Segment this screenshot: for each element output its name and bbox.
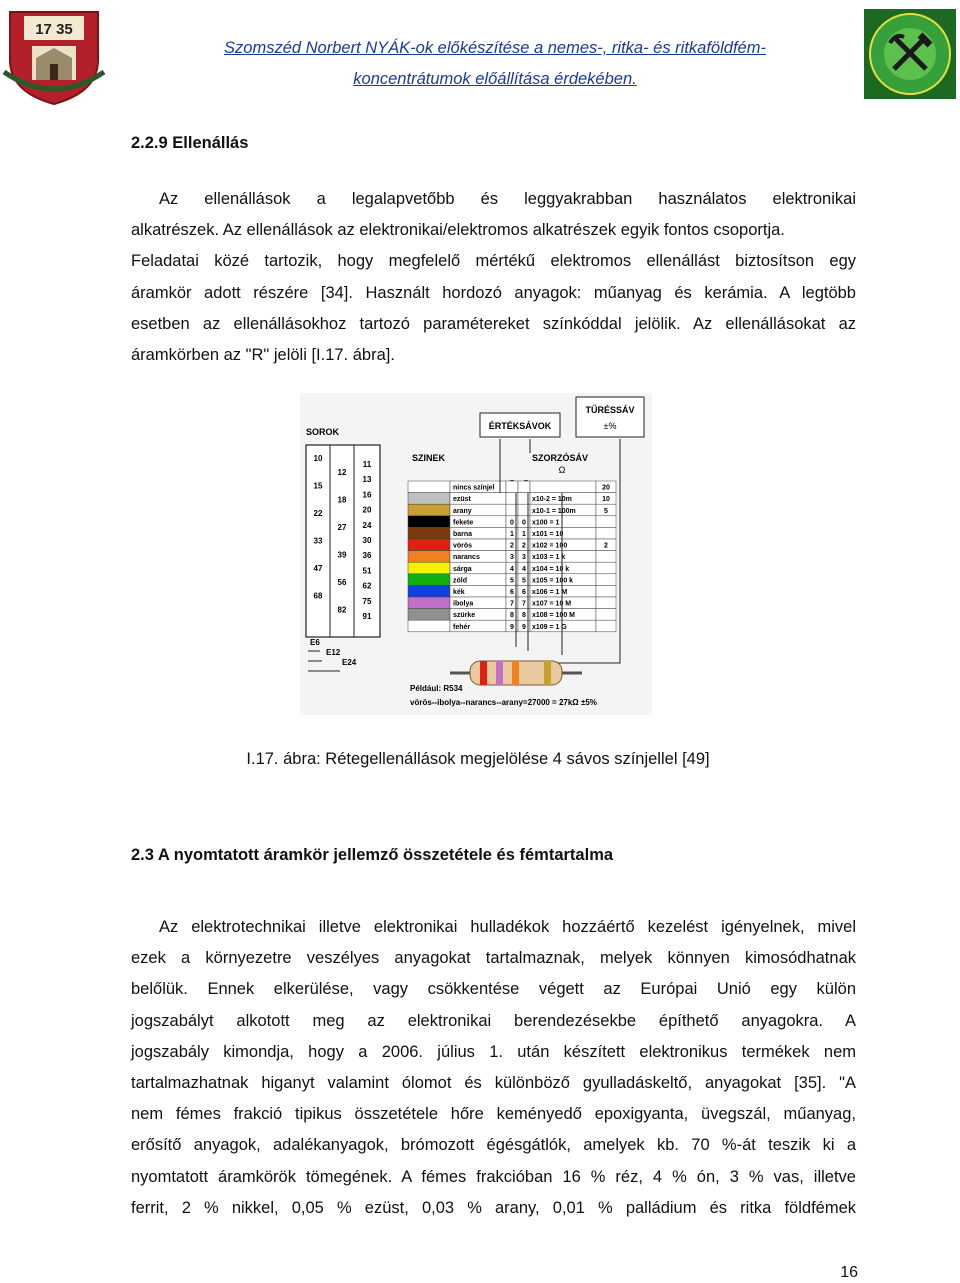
color-swatch: [408, 609, 450, 621]
paragraph-line: nyomtatott áramkörök tömegének. A fémes frakcióban 16 % réz, 4 % ón, 3 % vas, illetve: [131, 1167, 856, 1186]
paragraph-line: alkatrészek. Az ellenállások az elektronikai/elektromos alkatrészek egyik fontos csoportja.: [131, 221, 785, 240]
color-row: [408, 539, 616, 551]
series-value: 16: [362, 490, 372, 500]
resistor-color-code-figure: [300, 393, 652, 715]
color-row: [408, 527, 616, 539]
series-value: 82: [337, 605, 347, 615]
resistor-band-1: [480, 661, 487, 685]
multiplier-value: x102 = 100: [532, 542, 568, 550]
color-swatch: [408, 574, 450, 586]
digit-value: 3: [522, 554, 526, 562]
multiplier-value: x105 = 100 k: [532, 577, 574, 585]
table-cell: [530, 481, 596, 493]
color-swatch: [408, 562, 450, 574]
table-cell: [596, 527, 616, 539]
paragraph-line: Az ellenállások a legalapvetőbb és leggyakrabban használatos elektronikai: [159, 190, 856, 208]
digit-value: 4: [522, 565, 526, 573]
digit-value: 6: [510, 589, 514, 596]
e12-label: E12: [326, 648, 341, 657]
series-value: 11: [362, 460, 372, 469]
digit-value: 1: [510, 531, 514, 538]
hammer-and-pick-seal-icon: [864, 9, 956, 99]
tolerance-value: 5: [604, 507, 608, 515]
color-name: sárga: [453, 565, 472, 573]
series-value: 15: [313, 481, 323, 491]
table-cell: [596, 597, 616, 609]
section-heading-2-2-9: 2.2.9 Ellenállás: [131, 134, 249, 152]
color-swatch: [408, 527, 450, 539]
color-name: zöld: [453, 577, 467, 585]
color-name: fehér: [453, 623, 471, 631]
series-value: 27: [337, 523, 347, 532]
digit-value: 7: [510, 600, 514, 608]
digit-value: 1: [522, 531, 526, 538]
paragraph-line: áramkör adott részére [34]. Használt hordozó anyagok: műanyag és kerámia. A legtöbb: [131, 283, 856, 302]
multiplier-value: x104 = 10 k: [532, 565, 570, 573]
color-swatch: [408, 620, 450, 632]
digit-value: 9: [522, 623, 526, 631]
color-row: [408, 481, 616, 493]
resistor-band-4: [544, 661, 551, 685]
example-line-1: Például: R534: [410, 684, 463, 693]
color-code-rows: [408, 481, 616, 632]
color-swatch: [408, 597, 450, 609]
table-cell: [596, 562, 616, 574]
multiplier-value: x103 = 1 k: [532, 554, 566, 562]
series-value: 36: [362, 551, 372, 561]
tolerance-value: 2: [604, 542, 608, 550]
table-cell: [506, 481, 518, 493]
series-value: 68: [313, 591, 323, 601]
series-value: 33: [313, 536, 323, 546]
digit-value: 5: [522, 577, 526, 585]
multiplier-value: x10-1 = 100m: [532, 507, 576, 515]
color-swatch: [408, 481, 450, 493]
series-value: 24: [362, 520, 372, 530]
multiplier-value: x108 = 100 M: [532, 612, 576, 620]
paragraph-line: esetben az ellenállásokhoz tartozó paramétereket színkóddal jelölik. Az ellenállásokat az: [131, 314, 856, 333]
paragraph-line: áramkörben az "R" jelöli [I.17. ábra].: [131, 346, 395, 365]
paragraph-line: Az elektrotechnikai illetve elektronikai hulladékok hozzáértő kezelést igényelnek, mivel: [159, 918, 856, 936]
color-name: fekete: [453, 519, 474, 527]
color-row: [408, 504, 616, 516]
digit-value: 6: [522, 589, 526, 596]
resistor-band-3: [512, 661, 519, 685]
color-name: narancs: [453, 554, 480, 562]
color-row: [408, 574, 616, 586]
multiplier-value: x10-2 = 10m: [532, 496, 572, 504]
paragraph-line: ferrit, 2 % nikkel, 0,05 % ezüst, 0,03 % arany, 0,01 % palládium és ritka földfémek: [131, 1198, 856, 1217]
paragraph-line: jogszabályt alkotott meg az elektronikai berendezésekbe építhető anyagokra. A: [131, 1011, 856, 1030]
color-row: [408, 562, 616, 574]
color-swatch: [408, 585, 450, 597]
color-swatch: [408, 504, 450, 516]
multiplier-value: x101 = 10: [532, 531, 564, 538]
e24-column: [363, 460, 372, 621]
series-value: 39: [337, 550, 347, 560]
crest-year: 17 35: [35, 21, 73, 38]
sorok-label: SOROK: [306, 427, 340, 437]
page-header: [0, 0, 960, 110]
table-cell: [518, 481, 530, 493]
series-value: 20: [362, 505, 372, 515]
color-row: [408, 609, 616, 621]
table-cell: [596, 609, 616, 621]
color-row: [408, 516, 616, 528]
digit-value: 0: [522, 519, 526, 527]
table-cell: [596, 620, 616, 632]
color-swatch: [408, 516, 450, 528]
color-name: ibolya: [453, 600, 474, 608]
section-2-2-9-paragraph: [131, 184, 856, 371]
digit-value: 2: [510, 542, 514, 550]
color-row: [408, 620, 616, 632]
paragraph-line: ezek a környezetre veszélyes anyagokat tartalmaznak, melyek könnyen kimosódhatnak: [131, 949, 856, 968]
multiplier-value: x106 = 1 M: [532, 589, 568, 596]
color-name: vörös: [453, 542, 473, 550]
table-cell: [596, 585, 616, 597]
table-cell: [596, 551, 616, 563]
series-value: 56: [337, 578, 347, 587]
multiplier-value: x107 = 10 M: [532, 600, 572, 608]
digit-value: 4: [510, 565, 514, 573]
color-name: barna: [453, 531, 473, 538]
series-value: 51: [362, 566, 372, 576]
series-value: 62: [362, 581, 372, 591]
color-swatch: [408, 493, 450, 505]
digit-value: 0: [510, 519, 514, 527]
header-line-2: koncentrátumok előállítása érdekében.: [353, 70, 637, 88]
header-title: [130, 33, 860, 95]
color-name: kék: [453, 589, 465, 596]
digit-value: 8: [522, 612, 526, 620]
ertek-label: ÉRTÉKSÁVOK: [488, 421, 552, 431]
header-line-1: Szomszéd Norbert NYÁK-ok előkészítése a nemes-, ritka- és ritkaföldfém-: [224, 39, 766, 57]
digit-value: 2: [522, 542, 526, 550]
figure-caption: I.17. ábra: Rétegellenállások megjelölése 4 sávos színjellel [49]: [246, 750, 710, 768]
paragraph-line: Feladatai közé tartozik, hogy megfelelő mértékű elektromos ellenállást biztosítson egy: [131, 252, 856, 271]
series-value: 47: [313, 564, 323, 573]
color-swatch: [408, 551, 450, 563]
e6-label: E6: [310, 638, 320, 647]
section-2-3-paragraph: [131, 912, 856, 1224]
series-value: 22: [313, 509, 323, 518]
paragraph-line: belőlük. Ennek elkerülése, vagy csökkentése végett az Európai Unió egy külön: [131, 980, 856, 999]
color-row: [408, 493, 616, 505]
table-cell: [596, 516, 616, 528]
color-name: nincs színjel: [453, 484, 495, 492]
digit-value: 9: [510, 623, 514, 631]
resistor-band-2: [496, 661, 503, 685]
multiplier-value: x109 = 1 G: [532, 623, 567, 631]
series-value: 10: [313, 454, 323, 463]
digit-value: 7: [522, 600, 526, 608]
paragraph-line: tartalmazhatnak higanyt valamint ólomot és különböző gyulladáskeltő, anyagokat [35]. "A: [131, 1074, 856, 1093]
university-crest-logo: [2, 2, 106, 106]
paragraph-line: nem fémes frakció tipikus összetétele hőre keményedő epoxigyanta, üvegszál, műanyag,: [131, 1105, 856, 1124]
series-value: 18: [337, 495, 347, 505]
tolerance-value: 10: [602, 496, 610, 504]
table-cell: [596, 574, 616, 586]
page-number: 16: [840, 1264, 858, 1281]
color-name: ezüst: [453, 496, 471, 504]
series-value: 12: [337, 468, 347, 477]
series-value: 13: [362, 475, 372, 485]
tures-label: TŰRÉSSÁV: [585, 405, 635, 415]
szorzo-label: SZORZÓSÁV: [532, 453, 589, 463]
color-row: [408, 597, 616, 609]
paragraph-line: erősítő anyagok, adalékanyagok, brómozott égésgátlók, amelyek kb. 70 %-át teszik ki a: [131, 1136, 856, 1155]
section-heading-2-3: 2.3 A nyomtatott áramkör jellemző összetétele és fémtartalma: [131, 846, 614, 864]
tures-box: [576, 397, 644, 437]
series-value: 75: [362, 596, 372, 606]
color-name: arany: [453, 507, 472, 515]
tures-unit: ±%: [603, 421, 617, 431]
example-line-2: vörös--ibolya--narancs--arany=27000 = 27kΩ ±5%: [410, 698, 597, 707]
e24-label: E24: [342, 658, 357, 667]
tolerance-value: 20: [602, 484, 610, 492]
paragraph-line: jogszabály kimondja, hogy a 2006. július 1. után készített elektronikus termékek nem: [131, 1042, 856, 1061]
series-value: 30: [362, 536, 372, 545]
szinek-label: SZINEK: [412, 453, 446, 463]
color-swatch: [408, 539, 450, 551]
color-row: [408, 585, 616, 597]
color-name: szürke: [453, 612, 476, 620]
digit-value: 8: [510, 612, 514, 620]
ohm-symbol: Ω: [558, 465, 566, 475]
color-row: [408, 551, 616, 563]
digit-value: 3: [510, 554, 514, 562]
multiplier-value: x100 = 1: [532, 519, 560, 527]
series-value: 91: [362, 612, 372, 621]
digit-value: 5: [510, 577, 514, 585]
